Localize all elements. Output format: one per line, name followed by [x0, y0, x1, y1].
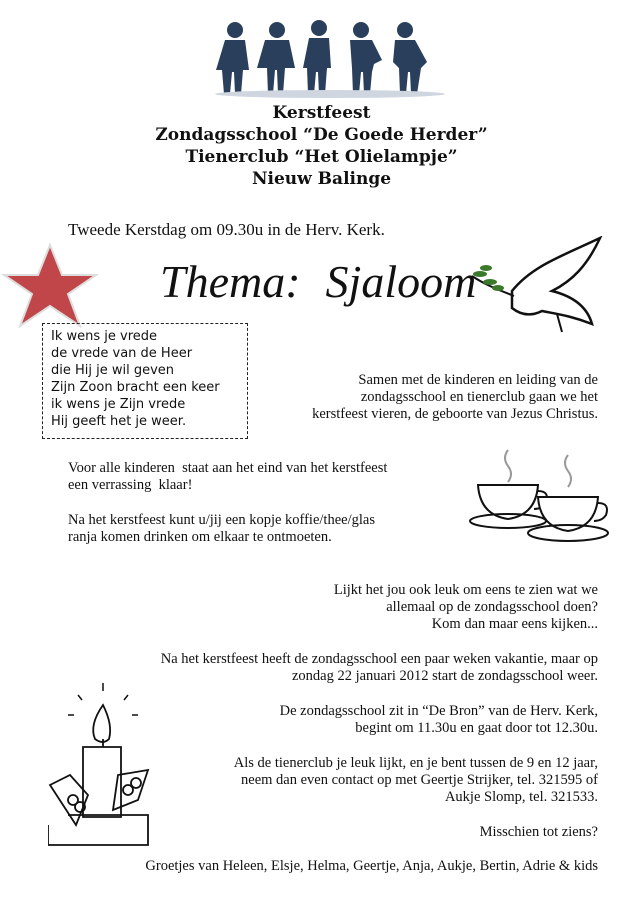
poem-box	[42, 323, 248, 439]
header-title	[0, 102, 643, 190]
theme-heading	[160, 255, 476, 308]
candle-icon	[48, 675, 153, 850]
invite-paragraph	[334, 582, 598, 633]
text-line: Na het kerstfeest kunt u/jij een kopje koffie/thee/glas	[68, 512, 375, 528]
vacation-paragraph	[161, 651, 598, 685]
poem-line: die Hij je wil geven	[51, 363, 175, 378]
teen-paragraph	[234, 755, 598, 806]
text-line: Kom dan maar eens kijken...	[431, 616, 598, 632]
text-line: begint om 11.30u en gaat door tot 12.30u.	[355, 720, 598, 736]
children-silhouettes-image	[215, 18, 445, 98]
surprise-paragraph	[68, 460, 387, 494]
poem-line: Zijn Zoon bracht een keer	[51, 380, 220, 395]
coffee-cups-icon	[468, 445, 613, 550]
location-paragraph	[280, 703, 598, 737]
text-line: zondag 22 januari 2012 start de zondagsschool weer.	[291, 668, 598, 684]
poem-line: Hij geeft het je weer.	[51, 414, 187, 429]
theme-label: Thema:	[160, 256, 301, 307]
title-line: Tienerclub “Het Olielampje”	[185, 147, 458, 167]
text-line: Als de tienerclub je leuk lijkt, en je bent tussen de 9 en 12 jaar,	[233, 755, 598, 771]
poem-line: Ik wens je vrede	[51, 329, 158, 344]
text-line: ranja komen drinken om elkaar te ontmoeten.	[68, 529, 332, 545]
text-line: een verrassing klaar!	[68, 477, 193, 493]
title-line: Zondagsschool “De Goede Herder”	[155, 125, 488, 145]
text-line: Na het kerstfeest heeft de zondagsschool een paar weken vakantie, maar op	[160, 651, 598, 667]
text-line: Voor alle kinderen staat aan het eind van het kerstfeest	[68, 460, 388, 476]
text-line: zondagsschool en tienerclub gaan we het	[360, 389, 598, 405]
text-line: Aukje Slomp, tel. 321533.	[444, 789, 598, 805]
subtitle: Tweede Kerstdag om 09.30u in de Herv. Kerk.	[68, 220, 385, 239]
text-line: allemaal op de zondagsschool doen?	[386, 599, 598, 615]
poem-line: de vrede van de Heer	[51, 346, 193, 361]
signature-text: Groetjes van Heleen, Elsje, Helma, Geertje, Anja, Aukje, Bertin, Adrie & kids	[145, 858, 598, 874]
text-line: De zondagsschool zit in “De Bron” van de Herv. Kerk,	[279, 703, 598, 719]
closing-text: Misschien tot ziens?	[479, 824, 598, 840]
intro-paragraph	[312, 372, 598, 423]
dove-icon	[472, 236, 607, 336]
coffee-paragraph	[68, 512, 375, 546]
poem-line: ik wens je Zijn vrede	[51, 397, 186, 412]
theme-value: Sjaloom	[325, 256, 477, 307]
text-line: Samen met de kinderen en leiding van de	[358, 372, 598, 388]
text-line: Lijkt het jou ook leuk om eens te zien wat we	[333, 582, 598, 598]
star-icon	[0, 240, 100, 330]
title-line: Kerstfeest	[272, 103, 371, 123]
text-line: kerstfeest vieren, de geboorte van Jezus Christus.	[312, 406, 598, 422]
text-line: neem dan even contact op met Geertje Strijker, tel. 321595 of	[241, 772, 598, 788]
title-line: Nieuw Balinge	[251, 169, 392, 189]
